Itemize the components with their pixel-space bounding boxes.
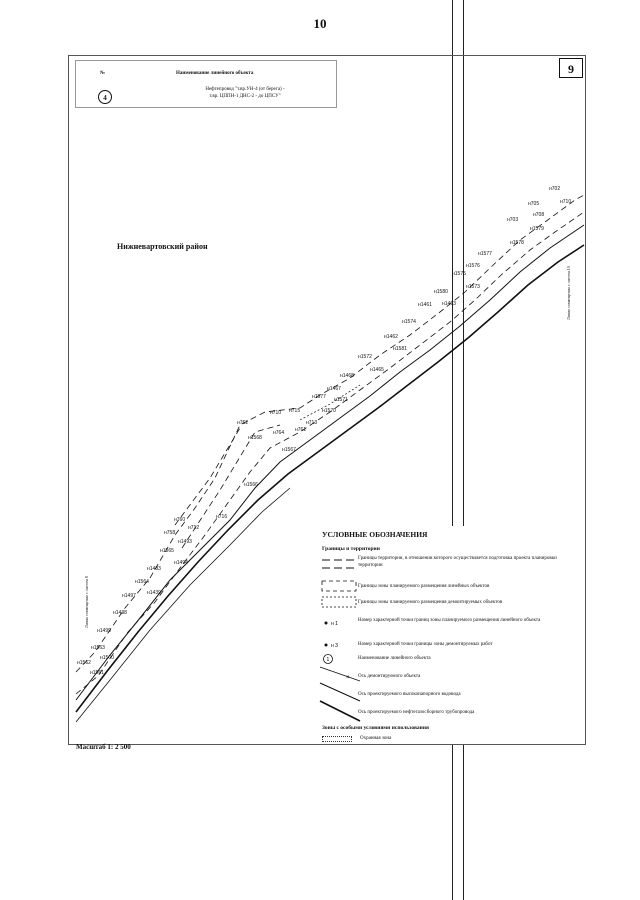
header-col-number: № — [100, 71, 106, 76]
legend-protect-zone-text: Охранная зона — [360, 736, 392, 741]
point-label-n760: н760 — [174, 517, 186, 523]
thick-line-icon — [320, 701, 360, 721]
header-col-title: Наименование линейного объекта — [176, 71, 254, 76]
point-label-n708: н708 — [533, 212, 545, 218]
legend-item-8-text: Ось проектируемого высоконапорного водовода — [358, 692, 461, 697]
point-icon — [325, 622, 328, 625]
point-label-n758: н758 — [164, 530, 176, 536]
point-label-n762: н762 — [237, 420, 249, 426]
point-label-n761: н761 — [295, 427, 307, 433]
point-label-n1562: н1562 — [77, 660, 91, 666]
point-label-n1494: н1494 — [174, 560, 188, 566]
point-label-n1483: н1483 — [147, 566, 161, 572]
point-label-n710: н710 — [560, 199, 572, 205]
protect-zone-icon — [322, 736, 352, 742]
legend-item-9-text: Ось проектируемого нефтегазосборного трубопровода — [358, 710, 475, 715]
pipeline-axis-3 — [76, 488, 290, 722]
legend-item-2-text: Границы зоны планируемого размещения линейных объектов — [358, 584, 490, 589]
point-label-n1580: н1580 — [434, 289, 448, 295]
scale-label: Масштаб 1: 2 500 — [76, 743, 131, 751]
point-label-n1565: н1565 — [160, 548, 174, 554]
district-label: Нижневартовский район — [117, 242, 208, 251]
match-line-right-label: Линия совмещения с листом 10 — [566, 266, 571, 320]
dismantled-axis-icon — [320, 667, 360, 681]
point-label-n1572: н1572 — [358, 354, 372, 360]
point-label-n702: н702 — [549, 186, 561, 192]
zone-boundary-branch — [175, 428, 240, 525]
legend-section-special: Зоны с особыми условиями использования — [322, 725, 429, 731]
point-label-n1577a: н1577 — [478, 251, 492, 257]
dash-line-icon — [322, 581, 356, 591]
point-label-n710b: н710 — [270, 410, 282, 416]
point-label-n1564: н1564 — [135, 579, 149, 585]
point-label-n1566: н1566 — [244, 482, 258, 488]
point-label-n1465: н1465 — [370, 367, 384, 373]
svg-text:н 1: н 1 — [331, 621, 338, 627]
object-name-line1: Нефтепровод "т.вр.УН-4 (от берега) - — [205, 87, 285, 92]
point-label-n1439: н1439 — [147, 590, 161, 596]
point-label-n1468: н1468 — [340, 373, 354, 379]
point-label-n1567: н1567 — [282, 447, 296, 453]
legend-item-1-text: Границы территории, в отношении которого осуществляется подготовка проекта планировки территории — [358, 556, 557, 568]
point-label-n764: н764 — [273, 430, 285, 436]
point-label-n715: н715 — [289, 408, 301, 414]
point-label-n1568: н1568 — [248, 435, 262, 441]
svg-text:н 3: н 3 — [331, 643, 338, 649]
legend-item-6-text: Наименование линейного объекта — [358, 656, 431, 661]
point-label-n1570: н1570 — [322, 408, 336, 414]
point-label-n1463: н1463 — [442, 301, 456, 307]
legend-title: УСЛОВНЫЕ ОБОЗНАЧЕНИЯ — [322, 530, 428, 539]
page-number: 10 — [313, 16, 327, 31]
point-label-n1577b: н1577 — [312, 394, 326, 400]
point-icon-dismantle — [325, 644, 328, 647]
point-label-n1579: н1579 — [530, 226, 544, 232]
point-label-n1561: н1561 — [90, 670, 104, 676]
point-label-n1571: н1571 — [334, 397, 348, 403]
object-name-line2: т.вр. ЦППН-1 ДНС-2 - до ЦПСУ" — [209, 94, 281, 99]
point-label-n1574: н1574 — [402, 319, 416, 325]
legend-item-3-text: Границы зоны планируемого размещения демонтируемых объектов — [358, 600, 503, 605]
legend-item-7-text: Ось демонтируемого объекта — [358, 674, 421, 679]
point-label-n713: н713 — [306, 420, 318, 426]
legend-symbols — [318, 555, 378, 725]
object-number-circle: 4 — [98, 90, 112, 104]
point-label-n1493: н1493 — [178, 539, 192, 545]
point-label-n1578: н1578 — [510, 240, 524, 246]
point-label-n1462: н1462 — [384, 334, 398, 340]
legend-item-5-text: Номер характерной точки границы зоны демонтируемых работ — [358, 642, 493, 647]
solid-line-icon — [320, 683, 360, 701]
point-label-n1500: н1500 — [100, 655, 114, 661]
point-label-n716: н716 — [216, 514, 228, 520]
point-label-n705: н705 — [528, 201, 540, 207]
point-label-n1499: н1499 — [97, 628, 111, 634]
point-label-n1467: н1467 — [327, 386, 341, 392]
point-label-n712: н712 — [188, 525, 200, 531]
point-label-n1563: н1563 — [91, 645, 105, 651]
legend-item-4-text: Номер характерной точки границ зоны планируемого размещения линейного объекта — [358, 618, 541, 623]
point-label-n1581: н1581 — [393, 346, 407, 352]
svg-text:×: × — [346, 675, 350, 681]
point-label-n1575: н1575 — [452, 271, 466, 277]
short-dash-line-icon — [322, 597, 356, 607]
legend-section-borders: Границы и территории — [322, 546, 380, 552]
point-label-n1497: н1497 — [122, 593, 136, 599]
svg-text:1: 1 — [326, 657, 330, 663]
point-label-n1461: н1461 — [418, 302, 432, 308]
sheet-number: 9 — [559, 58, 583, 78]
match-line-left-label: Линия совмещения с листом 8 — [84, 576, 89, 628]
point-label-n1573: н1573 — [466, 284, 480, 290]
point-label-n1576: н1576 — [466, 263, 480, 269]
point-label-n1438: н1438 — [113, 610, 127, 616]
point-label-n703: н703 — [507, 217, 519, 223]
